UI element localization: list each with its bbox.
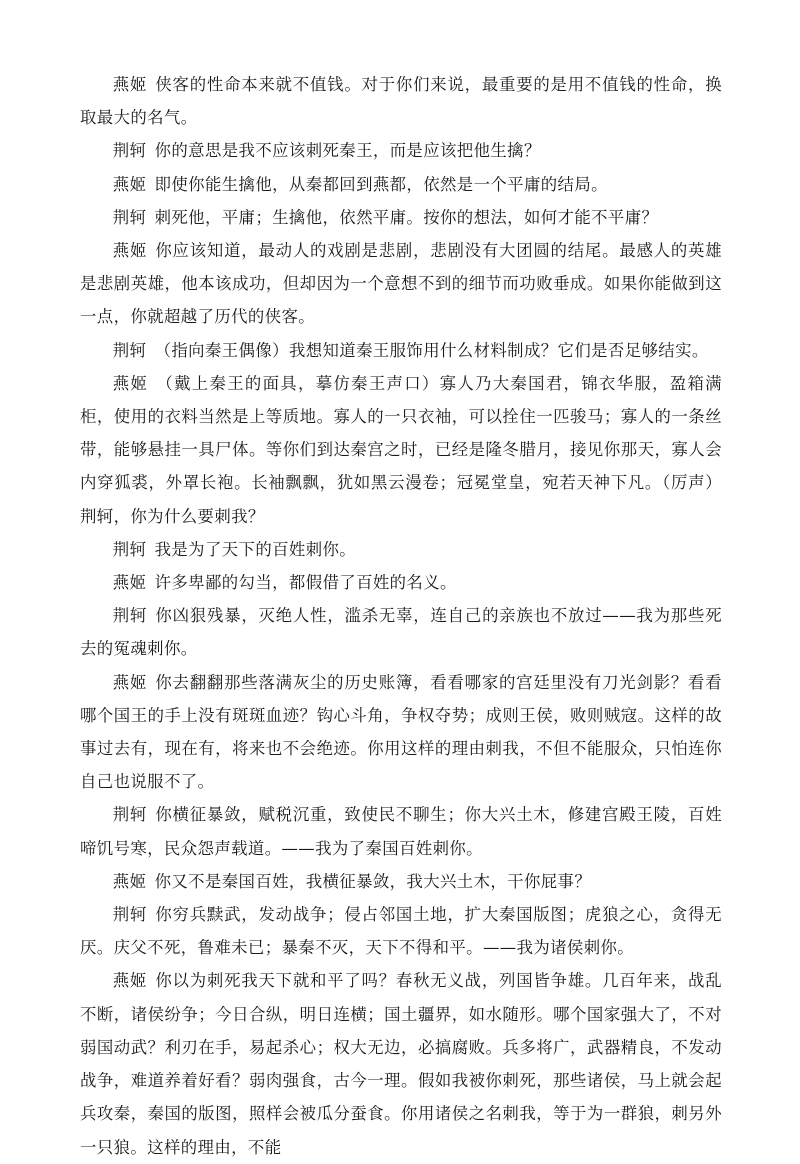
dialogue-text: 你穷兵黩武，发动战争；侵占邻国土地，扩大秦国版图；虎狼之心，贪得无厌。庆父不死，鲁难未已；暴秦不灭，天下不得和平。——我为诸侯刺你。 (80, 905, 722, 958)
speaker-name: 荆轲 (112, 539, 147, 559)
dialogue-text: （指向秦王偶像）我想知道秦王服饰用什么材料制成？它们是否足够结实。 (154, 340, 709, 360)
speaker-name: 燕姬 (112, 373, 149, 393)
dialogue-line (80, 234, 722, 334)
speaker-name: 荆轲 (112, 207, 147, 227)
dialogue-text: 你又不是秦国百姓，我横征暴敛，我大兴土木，干你屁事？ (154, 871, 592, 891)
speaker-name: 荆轲 (112, 805, 148, 825)
dialogue-text: 你去翻翻那些落满灰尘的历史账簿，看看哪家的宫廷里没有刀光剑影？看看哪个国王的手上没有斑斑血迹？钩心斗角，争权夺势；成则王侯，败则贼寇。这样的故事过去有，现在有，将来也不会绝迹。你用这样的理由刺我，不但不能服众，只怕连你自己也说服不了。 (80, 672, 722, 792)
speaker-name: 荆轲 (112, 905, 148, 925)
dialogue-line (80, 865, 722, 898)
dialogue-text: 你横征暴敛，赋税沉重，致使民不聊生；你大兴土木，修建宫殿王陵，百姓啼饥号寒，民众怨声载道。——我为了秦国百姓刺你。 (80, 805, 722, 858)
dialogue-line (80, 334, 722, 367)
dialogue-line (80, 566, 722, 599)
dialogue-text: 你以为刺死我天下就和平了吗？春秋无义战，列国皆争雄。几百年来，战乱不断，诸侯纷争；今日合纵，明日连横；国土疆界，如水随形。哪个国家强大了，不对弱国动武？利刃在手，易起杀心；权大无边，必搞腐败。兵多将广，武器精良，不发动战争，难道养着好看？弱肉强食，古今一理。假如我被你刺死，那些诸侯，马上就会起兵攻秦，秦国的版图，照样会被瓜分蚕食。你用诸侯之名刺我，等于为一群狼，刺另外一只狼。这样的理由，不能 (80, 971, 722, 1157)
speaker-name: 燕姬 (112, 971, 148, 991)
speaker-name: 荆轲 (112, 340, 147, 360)
dialogue-text: 我是为了天下的百姓刺你。 (154, 539, 357, 559)
speaker-name: 燕姬 (112, 241, 148, 261)
dialogue-line (80, 599, 722, 665)
dialogue-text: 你的意思是我不应该刺死秦王，而是应该把他生擒？ (154, 141, 541, 161)
dialogue-text: 刺死他，平庸；生擒他，依然平庸。按你的想法，如何才能不平庸？ (154, 207, 659, 227)
dialogue-line (80, 533, 722, 566)
speaker-name: 燕姬 (112, 672, 148, 692)
speaker-name: 荆轲 (112, 141, 147, 161)
dialogue-line (80, 798, 722, 864)
speaker-name: 燕姬 (112, 871, 147, 891)
speaker-name: 燕姬 (112, 75, 148, 94)
speaker-name: 荆轲 (112, 606, 148, 626)
dialogue-text: 许多卑鄙的勾当，都假借了百姓的名义。 (154, 573, 457, 593)
dialogue-text: （戴上秦王的面具，摹仿秦王声口）寡人乃大秦国君，锦衣华服，盈箱满柜，使用的衣料当然是上等质地。寡人的一只衣袖，可以拴住一匹骏马；寡人的一条丝带，能够悬挂一具尸体。等你们到达秦宫之时，已经是隆冬腊月，接见你那天，寡人会内穿狐裘，外罩长袍。长袖飘飘，犹如黑云漫卷；冠冕堂皇，宛若天神下凡。（厉声）荆轲，你为什么要刺我？ (80, 373, 722, 526)
dialogue-text: 侠客的性命本来就不值钱。对于你们来说，最重要的是用不值钱的性命，换取最大的名气。 (80, 75, 722, 128)
dialogue-line (80, 898, 722, 964)
dialogue-line (80, 964, 722, 1163)
dialogue-text: 你凶狠残暴，灭绝人性，滥杀无辜，连自己的亲族也不放过——我为那些死去的冤魂刺你。 (80, 606, 722, 659)
dialogue-line (80, 201, 722, 234)
dialogue-line (80, 367, 722, 533)
dialogue-line (80, 666, 722, 799)
dialogue-line (80, 68, 722, 134)
speaker-name: 燕姬 (112, 573, 147, 593)
speaker-name: 燕姬 (112, 174, 147, 194)
dialogue-text: 你应该知道，最动人的戏剧是悲剧，悲剧没有大团圆的结尾。最感人的英雄是悲剧英雄，他本该成功，但却因为一个意想不到的细节而功败垂成。如果你能做到这一点，你就超越了历代的侠客。 (80, 241, 722, 327)
dialogue-line (80, 134, 722, 167)
dialogue-text: 即使你能生擒他，从秦都回到燕都，依然是一个平庸的结局。 (154, 174, 608, 194)
dialogue-line (80, 168, 722, 201)
